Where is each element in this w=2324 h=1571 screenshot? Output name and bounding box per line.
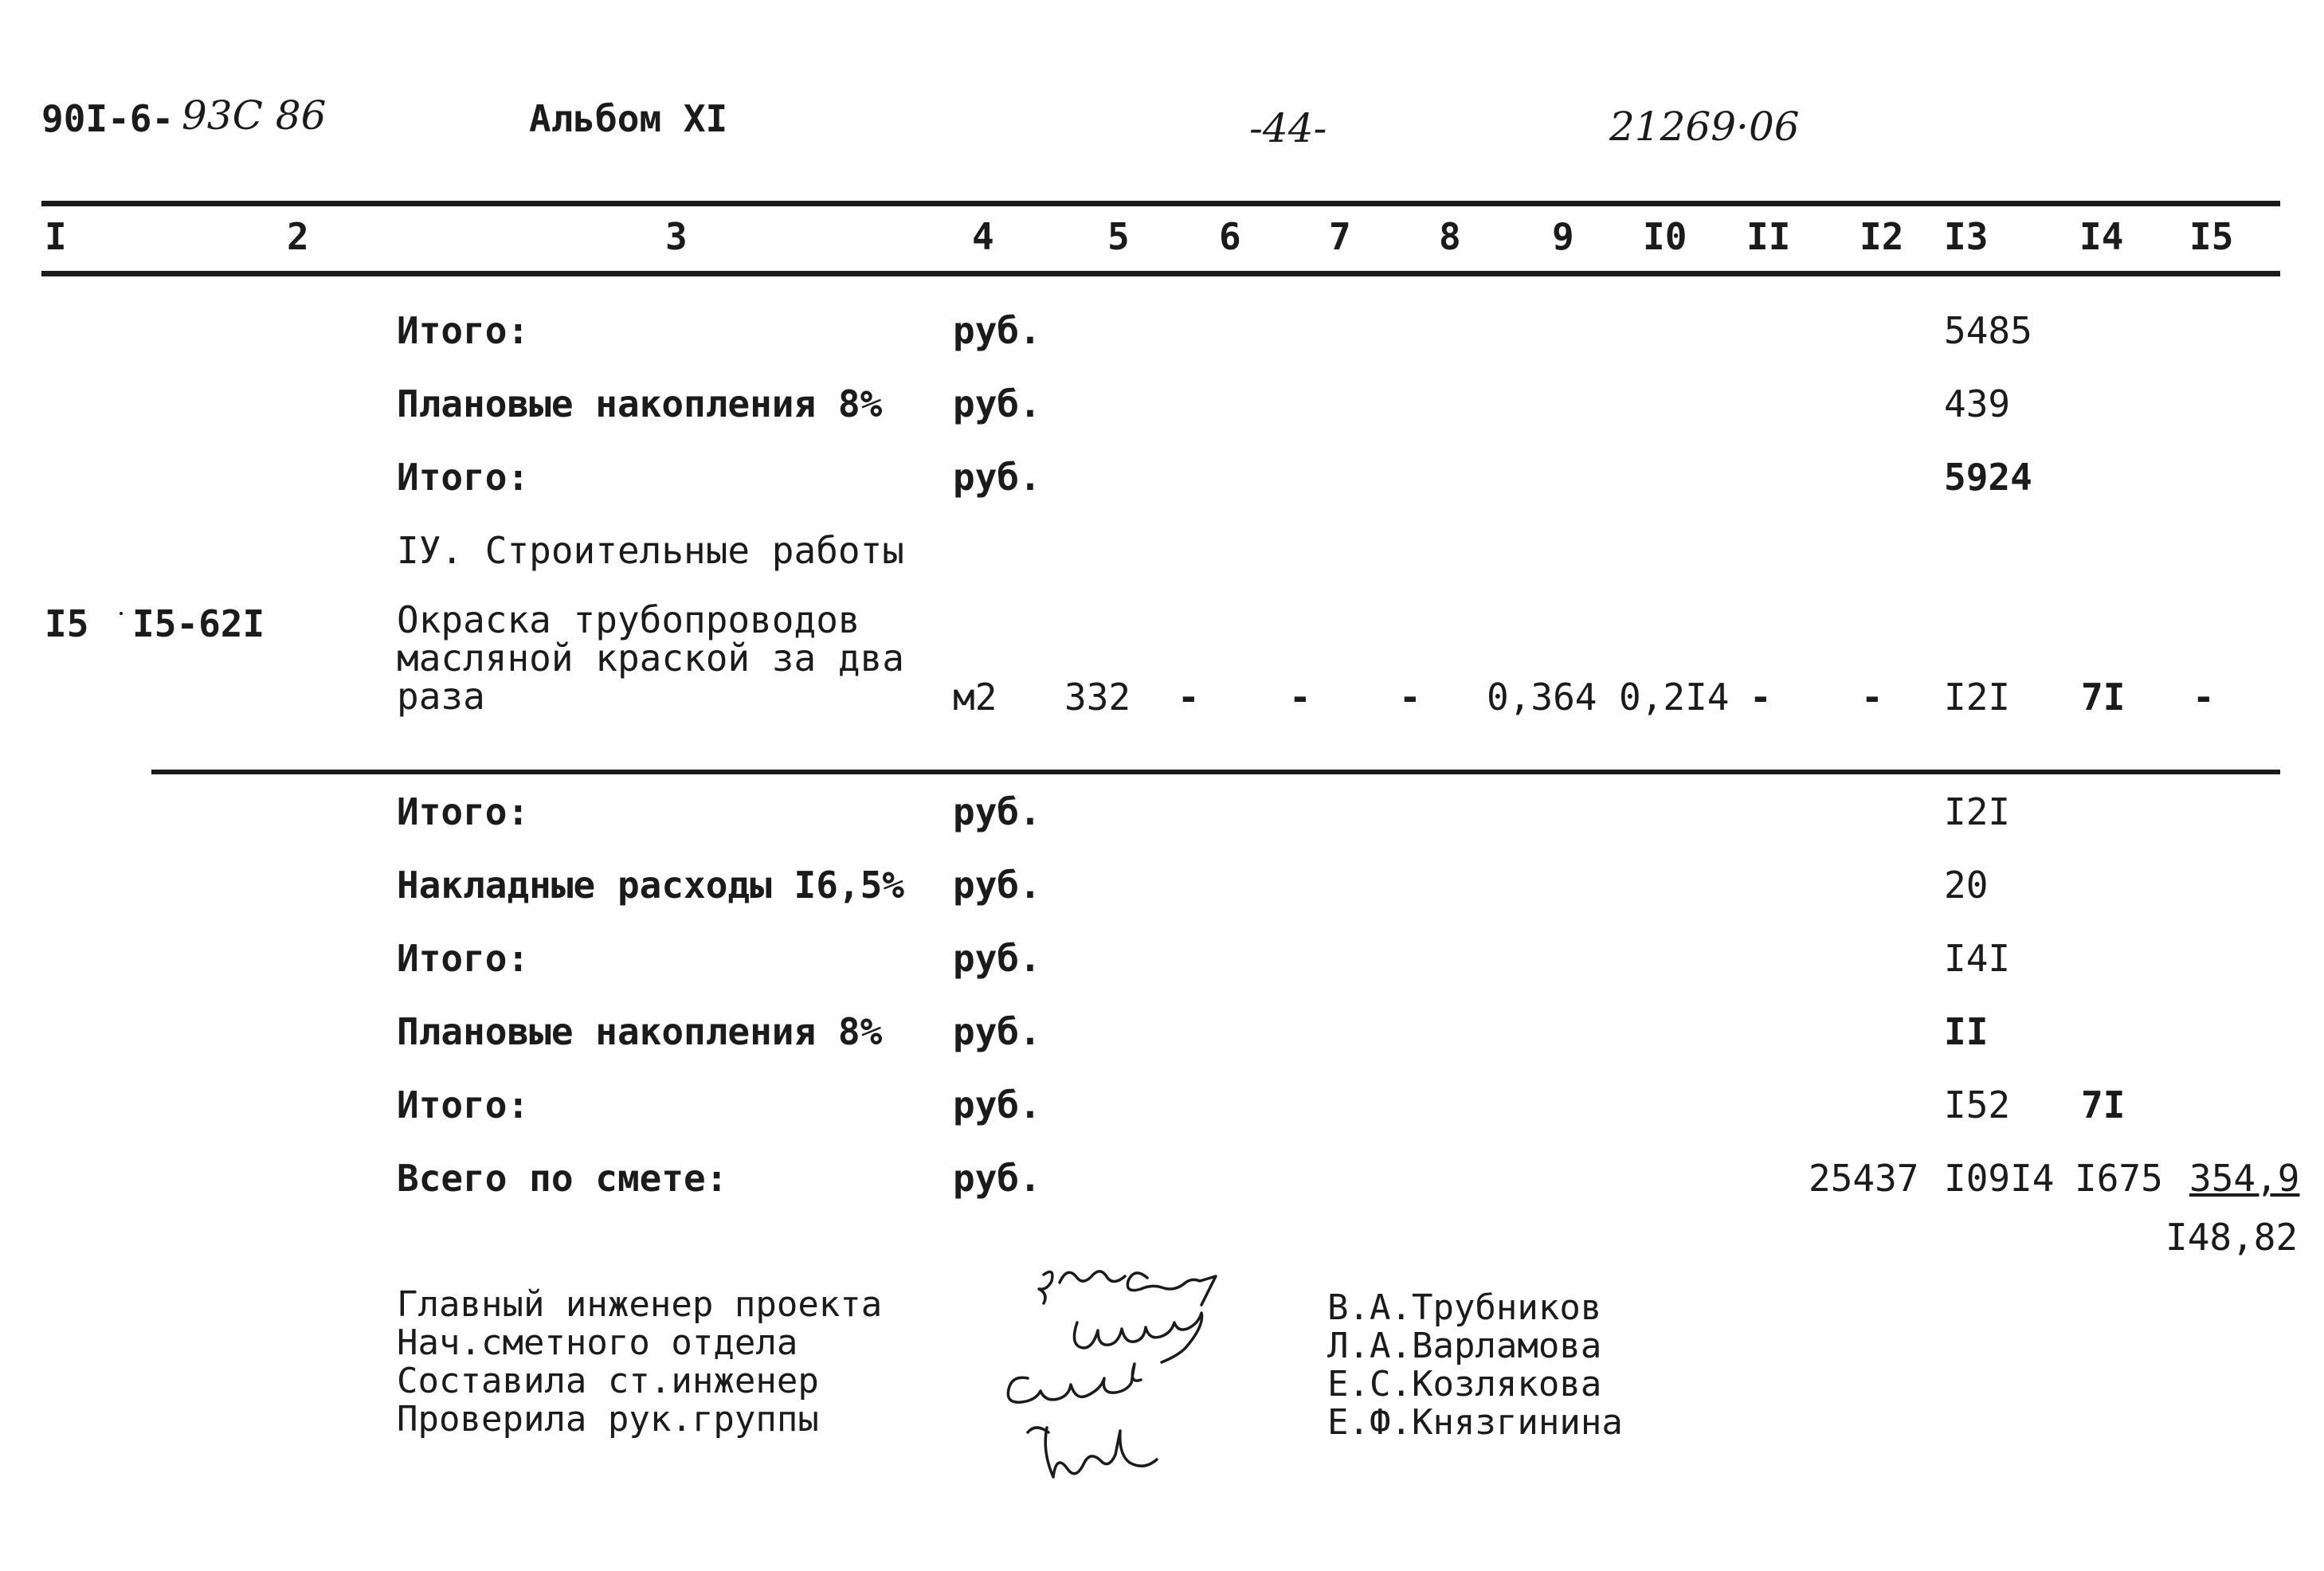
signature-name: В.А.Трубников: [1327, 1287, 1602, 1328]
row-value-col13: 5924: [1944, 456, 2032, 499]
row-label: Накладные расходы I6,5%: [397, 864, 904, 907]
row-unit: руб.: [953, 937, 1041, 980]
row-unit: руб.: [953, 790, 1041, 833]
col-header-12: I2: [1860, 215, 1904, 258]
total-col15-top: 354,9: [2189, 1157, 2300, 1200]
signature-stroke: [1028, 1428, 1157, 1477]
col-header-11: II: [1746, 215, 1791, 258]
total-label: Всего по смете:: [397, 1157, 728, 1200]
item-col11: -: [1750, 676, 1772, 719]
signature-stroke: [1127, 1273, 1216, 1305]
signature-stroke: [1074, 1313, 1201, 1362]
album-label: Альбом XI: [529, 97, 728, 140]
item-name-line: масляной краской за два: [397, 637, 904, 680]
section-title: IУ. Строительные работы: [397, 529, 904, 572]
signature-roles: [397, 1286, 882, 1439]
row-unit: руб.: [953, 1010, 1041, 1053]
item-col9: 0,364: [1487, 676, 1597, 719]
col-header-7: 7: [1329, 215, 1351, 258]
signature-name: Е.Ф.Князгинина: [1327, 1402, 1623, 1443]
row-value-col13: 439: [1944, 382, 2011, 425]
row-unit: руб.: [953, 456, 1041, 499]
document-code: 90I-6-: [41, 97, 174, 140]
row-unit: руб.: [953, 382, 1041, 425]
item-col8: -: [1399, 676, 1421, 719]
signature-names: [1327, 1289, 1623, 1442]
item-col13: I2I: [1944, 676, 2011, 719]
header-bottom-rule: [41, 271, 2280, 276]
item-col10: 0,2I4: [1619, 676, 1730, 719]
col-header-15: I5: [2189, 215, 2234, 258]
item-name-line: раза: [397, 675, 485, 718]
item-separator-rule: [151, 770, 2280, 774]
row-unit: руб.: [953, 309, 1041, 352]
page-number: -44-: [1249, 105, 1327, 151]
signature-stroke: [1060, 1271, 1125, 1283]
row-value-col13: I4I: [1944, 937, 2011, 980]
row-label: Итого:: [397, 1083, 530, 1126]
row-value-col13: II: [1944, 1010, 1989, 1053]
col-header-1: I: [45, 215, 67, 258]
item-name-line: Окраска трубопроводов: [397, 598, 860, 641]
row-label: Итого:: [397, 937, 530, 980]
item-col14: 7I: [2081, 676, 2126, 719]
col-header-13: I3: [1944, 215, 1989, 258]
handwritten-signatures: [972, 1251, 1338, 1506]
col-header-10: I0: [1643, 215, 1687, 258]
total-col14: I675: [2075, 1157, 2163, 1200]
total-col15-bottom: I48,82: [2165, 1216, 2299, 1259]
signature-role: Главный инженер проекта: [397, 1284, 883, 1325]
signature-stroke: [1008, 1364, 1141, 1402]
signature-stroke: [1039, 1271, 1052, 1303]
item-quantity: 332: [1064, 676, 1131, 719]
signature-name: Е.С.Козлякова: [1327, 1364, 1602, 1404]
item-unit: м2: [953, 676, 997, 719]
item-col15: -: [2193, 676, 2215, 719]
col-header-8: 8: [1439, 215, 1461, 258]
row-label: Итого:: [397, 456, 530, 499]
col-header-4: 4: [972, 215, 994, 258]
signature-role: Проверила рук.группы: [397, 1399, 819, 1440]
row-label: Итого:: [397, 309, 530, 352]
row-label: Плановые накопления 8%: [397, 1010, 883, 1053]
item-code: I5-62I: [132, 602, 265, 645]
col-header-9: 9: [1552, 215, 1574, 258]
row-value-col14: 7I: [2081, 1083, 2126, 1126]
col-header-5: 5: [1107, 215, 1130, 258]
item-name: [397, 598, 904, 718]
row-label: Плановые накопления 8%: [397, 382, 883, 425]
signature-role: Нач.сметного отдела: [397, 1322, 798, 1363]
signature-name: Л.А.Варламова: [1327, 1326, 1602, 1366]
col-header-2: 2: [287, 215, 309, 258]
stray-dot: [120, 612, 123, 615]
total-col12: 25437: [1809, 1157, 1919, 1200]
item-col6: -: [1178, 676, 1200, 719]
row-value-col13: I2I: [1944, 790, 2011, 833]
total-unit: руб.: [953, 1157, 1041, 1200]
table-top-rule: [41, 201, 2280, 206]
row-value-col13: 5485: [1944, 309, 2032, 352]
row-value-col13: 20: [1944, 864, 1989, 907]
document-code-handwritten: 93С 86: [182, 92, 327, 139]
row-value-col13: I52: [1944, 1083, 2011, 1126]
row-unit: руб.: [953, 1083, 1041, 1126]
signature-role: Составила ст.инженер: [397, 1361, 819, 1401]
row-unit: руб.: [953, 864, 1041, 907]
col-header-14: I4: [2079, 215, 2124, 258]
col-header-3: 3: [665, 215, 688, 258]
item-col12: -: [1861, 676, 1883, 719]
total-col13: I09I4: [1944, 1157, 2055, 1200]
item-number: I5: [45, 602, 89, 645]
registration-number: 21269·06: [1609, 104, 1800, 150]
row-label: Итого:: [397, 790, 530, 833]
item-col7: -: [1289, 676, 1311, 719]
col-header-6: 6: [1219, 215, 1241, 258]
